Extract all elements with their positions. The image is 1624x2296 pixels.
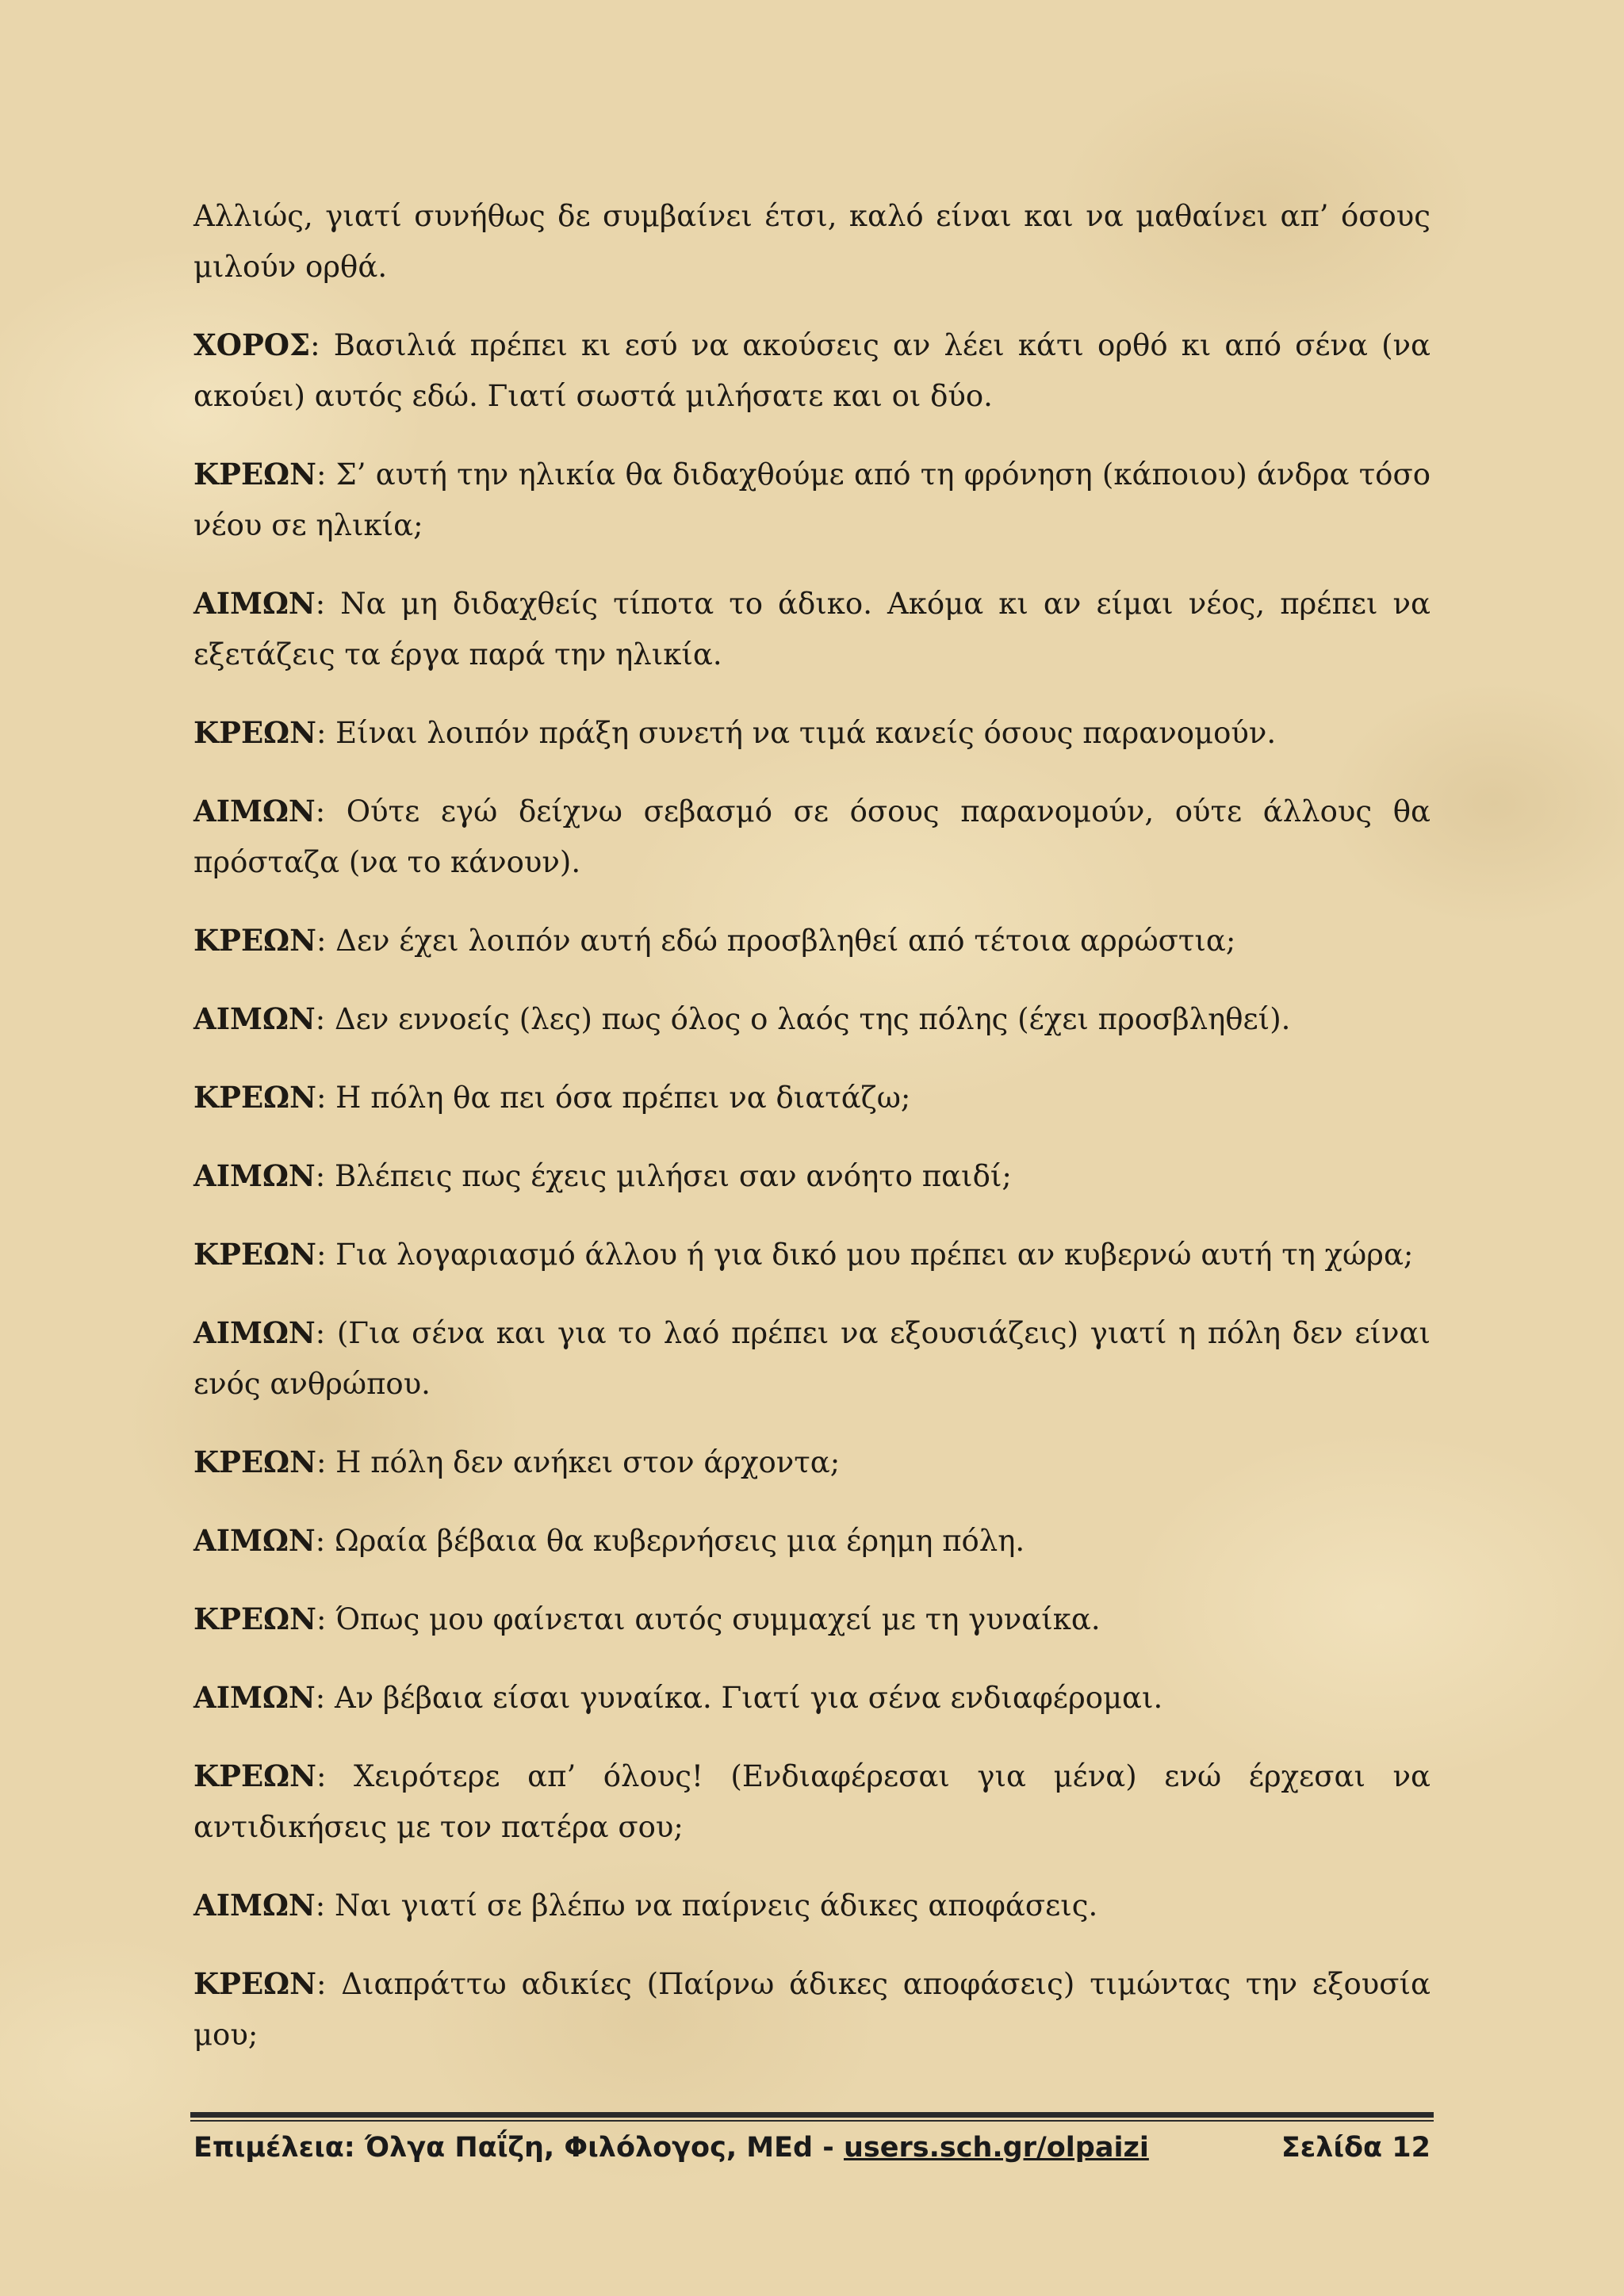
dialogue-text: : (Για σένα και για το λαό πρέπει να εξουσιάζεις) γιατί η πόλη δεν είναι ενός ανθρώπου. [193, 1316, 1431, 1401]
dialogue-line [193, 1880, 1431, 1931]
speaker-name: ΚΡΕΩΝ [193, 715, 316, 750]
speaker-name: ΧΟΡΟΣ [193, 327, 311, 362]
footer-credit-line [193, 2128, 1149, 2168]
speaker-name: ΑΙΜΩΝ [193, 1888, 316, 1923]
speaker-name: ΑΙΜΩΝ [193, 1315, 316, 1350]
dialogue-line [193, 1150, 1431, 1202]
footer-website-link[interactable]: users.sch.gr/olpaizi [844, 2132, 1149, 2164]
dialogue-line [193, 1751, 1431, 1853]
dialogue-text: : Ωραία βέβαια θα κυβερνήσεις μια έρημη πόλη. [315, 1524, 1025, 1558]
speaker-name: ΚΡΕΩΝ [193, 1758, 316, 1793]
dialogue-text: : Για λογαριασμό άλλου ή για δικό μου πρέπει αν κυβερνώ αυτή τη χώρα; [316, 1238, 1414, 1272]
speaker-name: ΚΡΕΩΝ [193, 1445, 316, 1479]
footer-credit: Επιμέλεια: Όλγα Παΐζη, Φιλόλογος, MEd - [193, 2132, 844, 2164]
dialogue-text: : Να μη διδαχθείς τίποτα το άδικο. Ακόμα κι αν είμαι νέος, πρέπει να εξετάζεις τα έργα παρά την ηλικία. [193, 587, 1431, 672]
dialogue-line [193, 1229, 1431, 1280]
dialogue-text: : Όπως μου φαίνεται αυτός συμμαχεί με τη γυναίκα. [316, 1602, 1101, 1636]
speaker-name: ΑΙΜΩΝ [193, 586, 316, 621]
dialogue-line [193, 578, 1431, 680]
dialogue-text: : Βλέπεις πως έχεις μιλήσει σαν ανόητο παιδί; [315, 1159, 1012, 1193]
document-body [193, 190, 1431, 2087]
speaker-name: ΑΙΜΩΝ [193, 794, 316, 828]
page-number: Σελίδα 12 [1281, 2132, 1431, 2164]
dialogue-text: : Χειρότερε απ’ όλους! (Ενδιαφέρεσαι για μένα) ενώ έρχεσαι να αντιδικήσεις με τον πατέρα σου; [193, 1759, 1431, 1844]
dialogue-line [193, 1958, 1431, 2061]
dialogue-text: : Η πόλη δεν ανήκει στον άρχοντα; [316, 1445, 841, 1479]
dialogue-text: Αλλιώς, γιατί συνήθως δε συμβαίνει έτσι, καλό είναι και να μαθαίνει απ’ όσους μιλούν ορθά. [193, 199, 1431, 284]
dialogue-text: : Βασιλιά πρέπει κι εσύ να ακούσεις αν λέει κάτι ορθό κι από σένα (να ακούει) αυτός εδώ. Γιατί σωστά μιλήσατε και οι δύο. [193, 328, 1431, 413]
dialogue-text: : Σ’ αυτή την ηλικία θα διδαχθούμε από τη φρόνηση (κάποιου) άνδρα τόσο νέου σε ηλικία; [193, 457, 1431, 542]
page-footer [193, 2128, 1431, 2168]
dialogue-text: : Ούτε εγώ δείχνω σεβασμό σε όσους παρανομούν, ούτε άλλους θα πρόσταζα (να το κάνουν). [193, 794, 1431, 879]
dialogue-text: : Δεν έχει λοιπόν αυτή εδώ προσβληθεί από τέτοια αρρώστια; [316, 924, 1236, 958]
dialogue-line [193, 449, 1431, 551]
dialogue-line [193, 786, 1431, 888]
dialogue-line [193, 915, 1431, 966]
dialogue-line [193, 1307, 1431, 1410]
footer-divider [190, 2112, 1434, 2122]
dialogue-text: : Είναι λοιπόν πράξη συνετή να τιμά κανείς όσους παρανομούν. [316, 716, 1277, 750]
speaker-name: ΚΡΕΩΝ [193, 1080, 316, 1115]
dialogue-text: : Η πόλη θα πει όσα πρέπει να διατάζω; [316, 1081, 911, 1115]
speaker-name: ΑΙΜΩΝ [193, 1001, 316, 1036]
dialogue-line [193, 1072, 1431, 1123]
dialogue-text: : Δεν εννοείς (λες) πως όλος ο λαός της πόλης (έχει προσβληθεί). [315, 1002, 1291, 1036]
dialogue-line [193, 1515, 1431, 1567]
speaker-name: ΚΡΕΩΝ [193, 1966, 316, 2001]
dialogue-text: : Αν βέβαια είσαι γυναίκα. Γιατί για σένα ενδιαφέρομαι. [315, 1681, 1163, 1715]
speaker-name: ΑΙΜΩΝ [193, 1158, 316, 1193]
dialogue-line [193, 190, 1431, 293]
dialogue-line [193, 1437, 1431, 1488]
dialogue-line [193, 320, 1431, 422]
speaker-name: ΚΡΕΩΝ [193, 1237, 316, 1272]
dialogue-text: : Διαπράττω αδικίες (Παίρνω άδικες αποφάσεις) τιμώντας την εξουσία μου; [193, 1967, 1431, 2052]
speaker-name: ΚΡΕΩΝ [193, 1601, 316, 1636]
dialogue-text: : Ναι γιατί σε βλέπω να παίρνεις άδικες αποφάσεις. [315, 1888, 1098, 1923]
speaker-name: ΑΙΜΩΝ [193, 1680, 316, 1715]
speaker-name: ΚΡΕΩΝ [193, 457, 316, 492]
dialogue-line [193, 1672, 1431, 1724]
speaker-name: ΚΡΕΩΝ [193, 923, 316, 958]
dialogue-line [193, 1594, 1431, 1645]
speaker-name: ΑΙΜΩΝ [193, 1523, 316, 1558]
dialogue-line [193, 707, 1431, 759]
dialogue-line [193, 993, 1431, 1045]
